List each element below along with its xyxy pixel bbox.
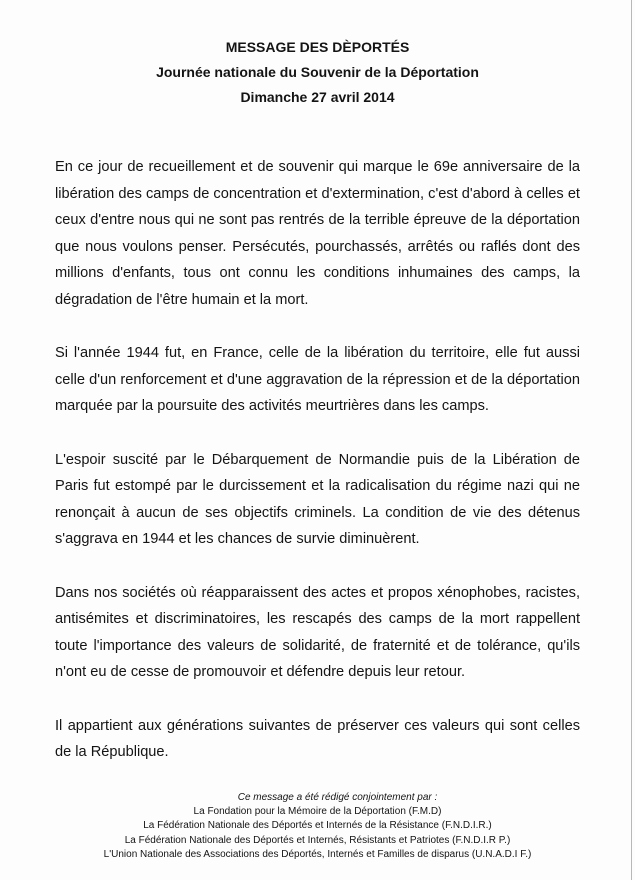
document-subtitle: Journée nationale du Souvenir de la Déportation (156, 64, 479, 80)
paragraph-2: Si l'année 1944 fut, en France, celle de la libération du territoire, elle fut aussi celle d'un renforcement et d'une aggravation de la répression et de la déportation marquée par la poursuite des activités meurtrières dans les camps. (55, 345, 580, 414)
paragraph-1: En ce jour de recueillement et de souvenir qui marque le 69e anniversaire de la libération des camps de concentration et d'extermination, c'est d'abord à celles et ceux d'entre nous qui ne sont pas rentrés de la terrible épreuve de la déportation que nous voulons penser. Persécutés, pourchassés, arrêtés ou raflés dont des millions d'enfants, tous ont connu les conditions inhumaines des camps, la dégradation de l'être humain et la mort. (55, 159, 580, 308)
footer-intro: Ce message a été rédigé conjointement par : (237, 792, 438, 803)
organization-fmd: La Fondation pour la Mémoire de la Déportation (F.M.D) (193, 806, 442, 818)
document-title: MESSAGE DES DÈPORTÉS (225, 39, 410, 55)
paragraph-4: Dans nos sociétés où réapparaissent des actes et propos xénophobes, racistes, antisémites et discriminatoires, les rescapés des camps de la mort rappellent toute l'importance des valeurs de solidarité, de fraternité et de tolérance, qu'ils n'ont eu de cesse de promouvoir et défendre depuis leur retour. (55, 584, 580, 680)
authors-footer (0, 791, 635, 862)
organization-unadif: L'Union Nationale des Associations des Déportés, Internés et Familles de disparus (U.N.A.D.I F.) (103, 848, 532, 860)
document-header (0, 35, 635, 110)
page-edge-line (631, 0, 632, 880)
organization-fndirp: La Fédération Nationale des Déportés et Internés, Résistants et Patriotes (F.N.D.I.R P.) (124, 834, 511, 846)
organization-fndir: La Fédération Nationale des Déportés et Internés de la Résistance (F.N.D.I.R.) (143, 820, 492, 832)
paragraph-5: Il appartient aux générations suivantes de préserver ces valeurs qui sont celles de la République. (55, 717, 580, 760)
message-body (55, 154, 580, 793)
document-date: Dimanche 27 avril 2014 (240, 89, 395, 105)
paragraph-3: L'espoir suscité par le Débarquement de Normandie puis de la Libération de Paris fut estompé par le durcissement et la radicalisation du régime nazi qui ne renonçait à aucun de ses objectifs criminels. La condition de vie des détenus s'aggrava en 1944 et les chances de survie diminuèrent. (55, 451, 580, 547)
